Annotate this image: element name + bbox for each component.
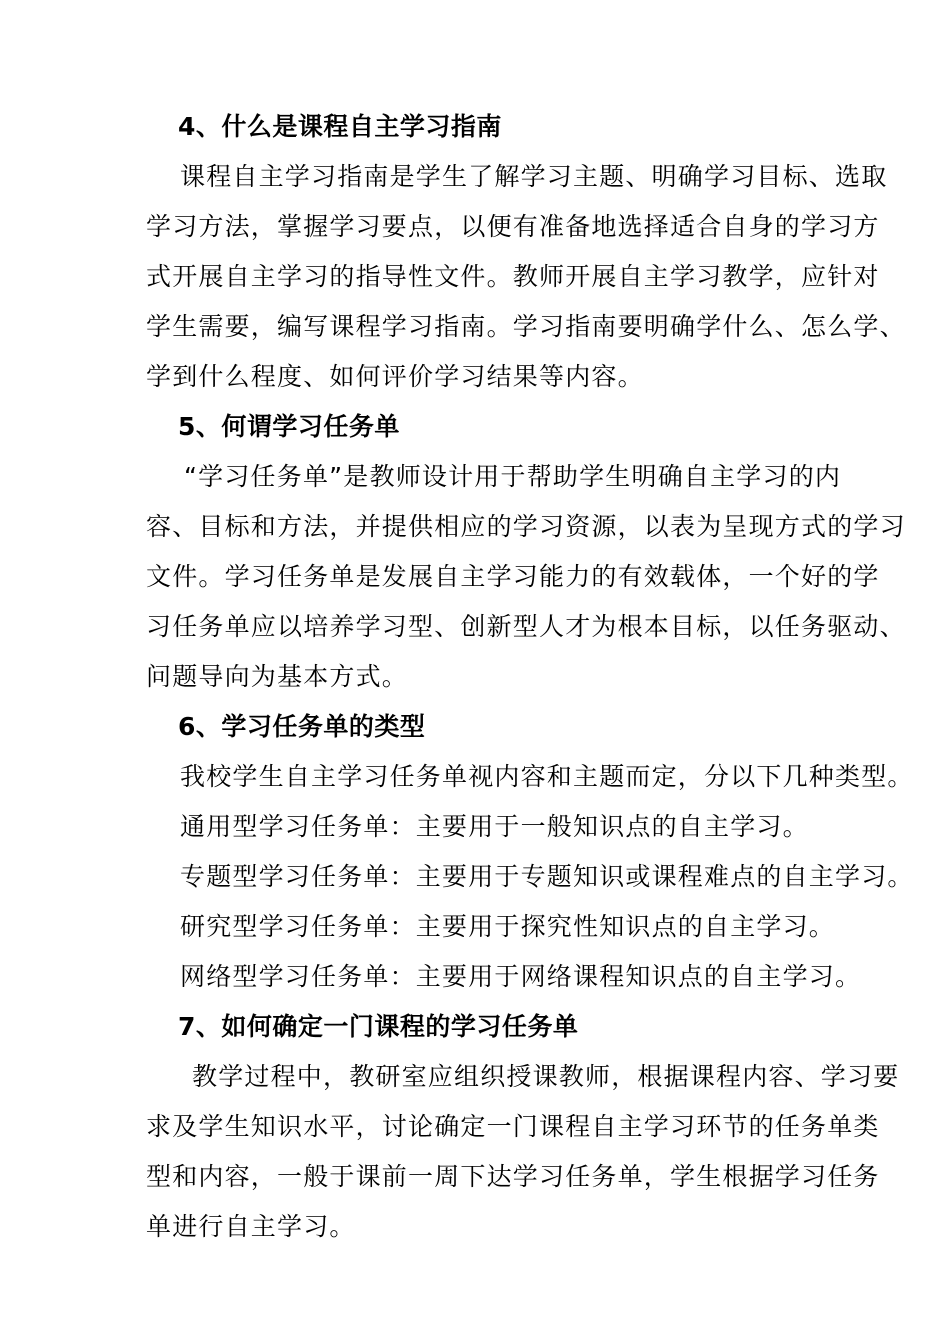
list-item: 研究型学习任务单：主要用于探究性知识点的自主学习。: [180, 912, 836, 941]
section-heading-4: 4、什么是课程自主学习指南: [178, 112, 502, 141]
section-heading-5: 5、何谓学习任务单: [178, 412, 400, 441]
paragraph-line: 学生需要，编写课程学习指南。学习指南要明确学什么、怎么学、: [146, 312, 906, 341]
list-item: 通用型学习任务单：主要用于一般知识点的自主学习。: [180, 812, 809, 841]
paragraph-line: 习任务单应以培养学习型、创新型人才为根本目标，以任务驱动、: [146, 612, 906, 641]
paragraph-line: 式开展自主学习的指导性文件。教师开展自主学习教学，应针对: [146, 262, 880, 291]
paragraph-line: 问题导向为基本方式。: [146, 662, 409, 691]
paragraph-line: 型和内容，一般于课前一周下达学习任务单，学生根据学习任务: [146, 1162, 880, 1191]
section-heading-6: 6、学习任务单的类型: [178, 712, 426, 741]
paragraph-line: “学习任务单”是教师设计用于帮助学生明确自主学习的内: [184, 462, 842, 491]
list-item: 网络型学习任务单：主要用于网络课程知识点的自主学习。: [180, 962, 862, 991]
paragraph-line: 教学过程中，教研室应组织授课教师，根据课程内容、学习要: [192, 1062, 900, 1091]
document-page: [146, 102, 914, 1252]
paragraph-line: 学习方法，掌握学习要点，以便有准备地选择适合自身的学习方: [146, 212, 880, 241]
paragraph-line: 求及学生知识水平，讨论确定一门课程自主学习环节的任务单类: [146, 1112, 880, 1141]
paragraph-line: 课程自主学习指南是学生了解学习主题、明确学习目标、选取: [180, 162, 888, 191]
paragraph-line: 容、目标和方法，并提供相应的学习资源，以表为呈现方式的学习: [146, 512, 906, 541]
paragraph-line: 单进行自主学习。: [146, 1212, 356, 1241]
list-item: 专题型学习任务单：主要用于专题知识或课程难点的自主学习。: [180, 862, 914, 891]
section-heading-7: 7、如何确定一门课程的学习任务单: [178, 1012, 579, 1041]
paragraph-line: 我校学生自主学习任务单视内容和主题而定，分以下几种类型。: [180, 762, 914, 791]
paragraph-line: 文件。学习任务单是发展自主学习能力的有效载体，一个好的学: [146, 562, 880, 591]
paragraph-line: 学到什么程度、如何评价学习结果等内容。: [146, 362, 644, 391]
